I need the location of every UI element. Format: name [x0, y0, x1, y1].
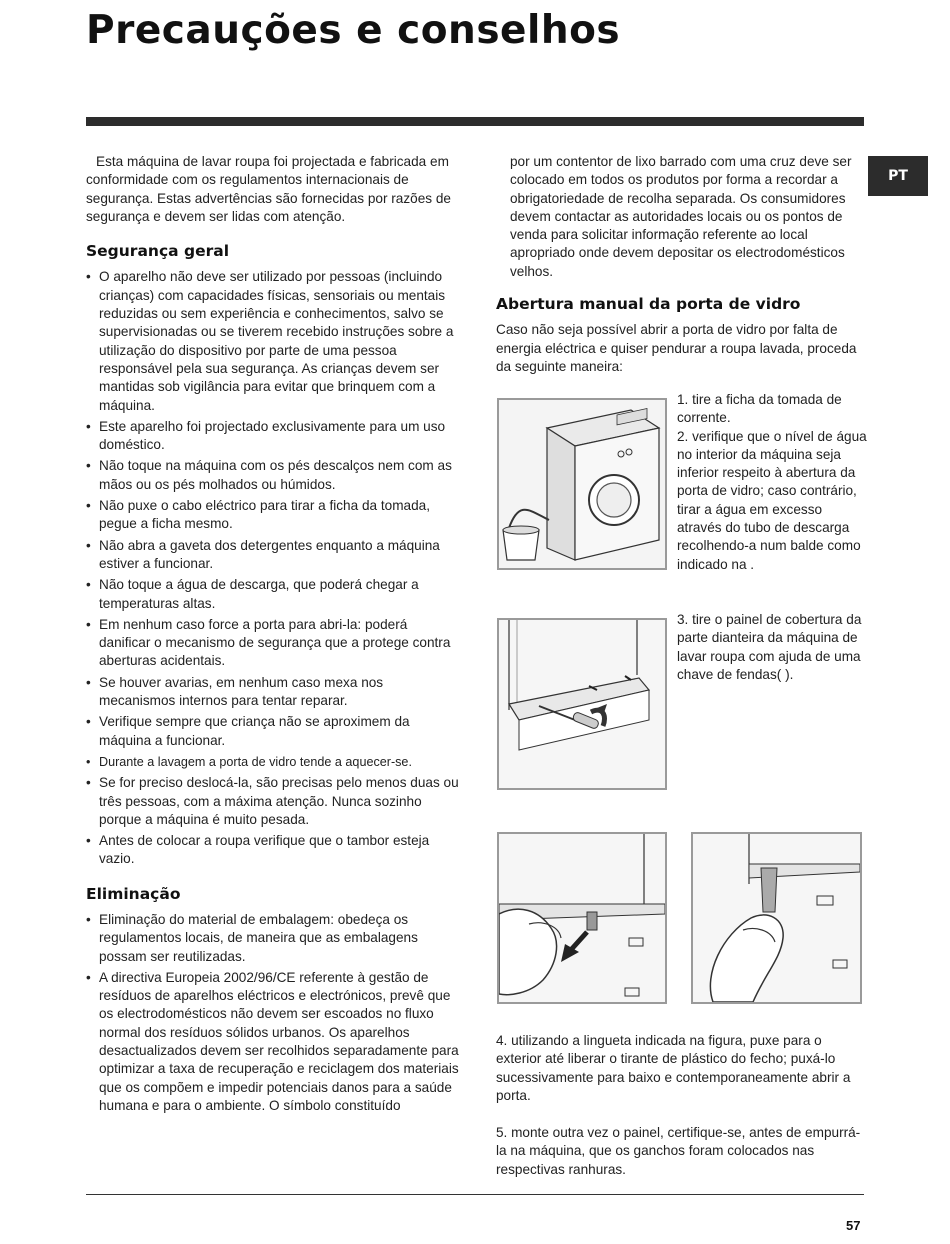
safety-list	[86, 268, 462, 868]
list-item: • Em nenhum caso force a porta para abri-la: poderá danificar o mecanismo de segurança que a protege contra aberturas acidentais.	[86, 616, 462, 671]
step-4-text	[496, 1032, 866, 1105]
step-3-text	[677, 611, 867, 684]
list-item: • Se houver avarias, em nenhum caso mexa nos mecanismos internos para tentar reparar.	[86, 674, 462, 711]
figure-hold-tie	[691, 832, 862, 1004]
washing-machine-drain-icon	[499, 400, 665, 568]
list-item: • Se for preciso deslocá-la, são precisas pelo menos duas ou três pessoas, com a máxima atenção. Nunca sozinho porque a máquina é muito pesada.	[86, 774, 462, 829]
list-item: • Não abra a gaveta dos detergentes enquanto a máquina estiver a funcionar.	[86, 537, 462, 574]
right-column	[496, 153, 866, 376]
step-3: 3. tire o painel de cobertura da parte dianteira da máquina de lavar roupa com ajuda de uma chave de fendas( ).	[677, 612, 862, 682]
manual-open-intro: Caso não seja possível abrir a porta de vidro por falta de energia eléctrica e quiser pendurar a roupa lavada, proceda da seguinte maneira:	[496, 322, 857, 374]
screwdriver-panel-icon	[499, 620, 665, 788]
hand-hold-icon	[693, 834, 860, 1002]
left-column	[86, 153, 462, 1118]
list-item: • Não toque na máquina com os pés descalços nem com as mãos ou os pés molhados ou húmidos.	[86, 457, 462, 494]
figure-panel-screwdriver	[497, 618, 667, 790]
list-item: • Verifique sempre que criança não se aproximem da máquina a funcionar.	[86, 713, 462, 750]
hand-pull-icon	[499, 834, 665, 1002]
intro-paragraph: Esta máquina de lavar roupa foi projectada e fabricada em conformidade com os regulamentos internacionais de segurança. Estas advertências são fornecidas por razões de segurança e devem ser lidas com atenção.	[86, 154, 451, 224]
disposal-continuation: por um contentor de lixo barrado com uma cruz deve ser colocado em todos os produtos por forma a recordar a obrigatoriedade de recolha separada. Os consumidores devem contactar as autoridades locais ou os pontos de venda para solicitar informação referente ao local apropriado onde devem depositar os electrodomésticos velhos.	[510, 154, 852, 279]
step-2: 2. verifique que o nível de água no interior da máquina seja inferior respeito à abertura da porta de vidro; caso contrário, tirar a água em excesso através do tubo de descarga recolhendo-a num balde como indicado na .	[677, 428, 867, 572]
disposal-list	[86, 911, 462, 1115]
figure-pull-tab	[497, 832, 667, 1004]
list-item: • Eliminação do material de embalagem: obedeça os regulamentos locais, de maneira que as embalagens possam ser reutilizadas.	[86, 911, 462, 966]
page-title: Precauções e conselhos	[86, 8, 621, 53]
list-item: • Antes de colocar a roupa verifique que o tambor esteja vazio.	[86, 832, 462, 869]
safety-heading: Segurança geral	[86, 242, 230, 261]
disposal-heading: Eliminação	[86, 884, 181, 903]
list-item: • Este aparelho foi projectado exclusivamente para um uso doméstico.	[86, 418, 462, 455]
page-number: 57	[846, 1218, 861, 1233]
list-item: • Não puxe o cabo eléctrico para tirar a ficha da tomada, pegue a ficha mesmo.	[86, 497, 462, 534]
step-5: 5. monte outra vez o painel, certifique-se, antes de empurrá-la na máquina, que os ganchos foram colocados nas respectivas ranhuras.	[496, 1125, 861, 1177]
language-tab: PT	[868, 156, 928, 196]
figure-drain-bucket	[497, 398, 667, 570]
list-item: • O aparelho não deve ser utilizado por pessoas (incluindo crianças) com capacidades físicas, sensoriais ou mentais reduzidas ou sem experiência e conhecimentos, salvo se supervisionadas ou se tiverem recebido instruções sobre a utilização do dispositivo por parte de uma pessoa responsável pela sua segurança. As crianças devem ser mantidas sob vigilância para evitar que brinquem com a máquina.	[86, 268, 462, 414]
step-5-text	[496, 1124, 866, 1179]
footer-rule	[86, 1194, 864, 1195]
step-1: 1. tire a ficha da tomada de corrente.	[677, 392, 842, 426]
list-item: • A directiva Europeia 2002/96/CE referente à gestão de resíduos de aparelhos eléctricos e electrónicos, prevê que os electrodomésticos não devem ser escoados no fluxo normal dos resíduos sólidos urbanos. Os aparelhos desactualizados devem ser recolhidos separadamente para optimizar a taxa de recuperação e reciclagem dos materiais que os compõem e impedir potenciais danos para a saúde humana e para o ambiente. O símbolo constituído	[86, 969, 462, 1115]
steps-1-2	[677, 391, 867, 574]
step-4: 4. utilizando a lingueta indicada na figura, puxe para o exterior até liberar o tirante de plástico do fecho; puxá-lo sucessivamente para baixo e contemporaneamente abrir a porta.	[496, 1033, 851, 1103]
list-item: • Não toque a água de descarga, que poderá chegar a temperaturas altas.	[86, 576, 462, 613]
header-rule	[86, 117, 864, 126]
list-item: • Durante a lavagem a porta de vidro tende a aquecer-se.	[86, 753, 462, 771]
manual-open-heading: Abertura manual da porta de vidro	[496, 295, 801, 314]
